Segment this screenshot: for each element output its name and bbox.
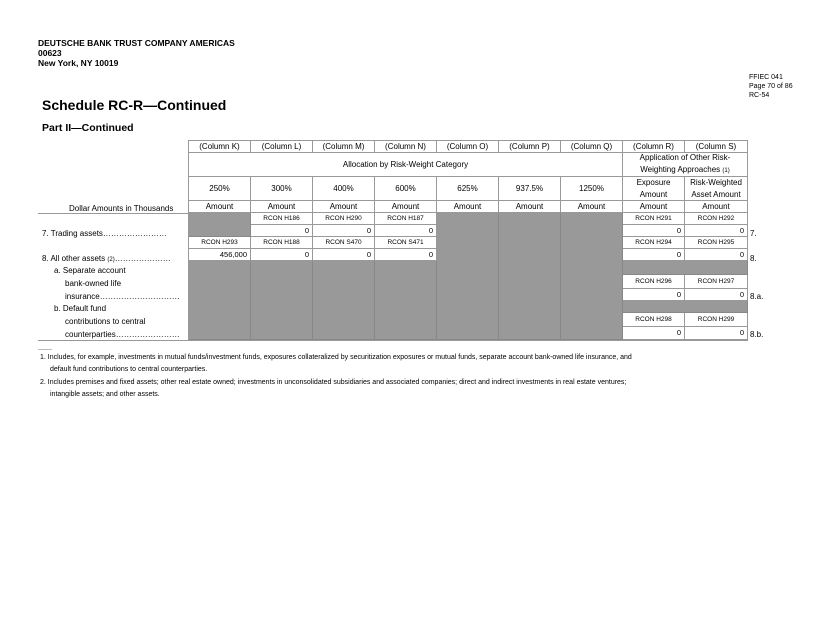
application-note: (1) bbox=[722, 168, 730, 174]
footnote-1-line-2: default fund contributions to central counterparties. bbox=[50, 366, 208, 373]
code-8a-s: RCON H297 bbox=[685, 275, 748, 289]
weight-l: 300% bbox=[251, 177, 313, 201]
footnote-rule bbox=[38, 349, 52, 350]
group-header-allocation: Allocation by Risk-Weight Category bbox=[189, 153, 623, 177]
col-header-q: (Column Q) bbox=[561, 141, 623, 153]
form-info bbox=[749, 73, 793, 100]
footnote-2-line-1: 2. Includes premises and fixed assets; other real estate owned; investments in unconsolidated subsidiaries and associated companies; direct and indirect investments in real estate ventures; bbox=[40, 379, 627, 386]
col-header-p: (Column P) bbox=[499, 141, 561, 153]
application-label: Application of Other Risk-Weighting Approaches bbox=[639, 153, 731, 174]
code-8-l: RCON H188 bbox=[251, 237, 313, 249]
row-8b-label-3-text: counterparties bbox=[65, 330, 116, 339]
row-8a-label-3: insurance………………………… bbox=[65, 292, 180, 301]
bank-city: New York, NY 10019 bbox=[38, 58, 119, 68]
weight-n: 600% bbox=[375, 177, 437, 201]
page-title: Schedule RC-R—Continued bbox=[42, 97, 227, 113]
amount-p: Amount bbox=[499, 201, 561, 213]
label-divider bbox=[38, 213, 188, 214]
row-7-ref: 7. bbox=[750, 229, 757, 238]
value-8b-s[interactable]: 0 bbox=[685, 327, 748, 340]
value-7-m[interactable]: 0 bbox=[313, 225, 375, 237]
shaded-cell bbox=[313, 261, 375, 340]
bank-header bbox=[38, 38, 235, 68]
amount-n: Amount bbox=[375, 201, 437, 213]
shaded-column-o bbox=[437, 213, 499, 340]
amount-o: Amount bbox=[437, 201, 499, 213]
value-7-s[interactable]: 0 bbox=[685, 225, 748, 237]
row-7-label-text: 7. Trading assets bbox=[42, 229, 103, 238]
shaded-cell bbox=[189, 213, 251, 237]
value-7-r[interactable]: 0 bbox=[623, 225, 685, 237]
code-8-r: RCON H294 bbox=[623, 237, 685, 249]
code-7-l: RCON H186 bbox=[251, 213, 313, 225]
row-8-label-text: 8. All other assets bbox=[42, 254, 106, 263]
value-8-k[interactable]: 456,000 bbox=[189, 249, 251, 261]
form-number: FFIEC 041 bbox=[749, 74, 783, 81]
row-8b-label-1: b. Default fund bbox=[54, 304, 107, 313]
row-8a-label-3-text: insurance bbox=[65, 292, 100, 301]
col-header-r: (Column R) bbox=[623, 141, 685, 153]
value-8-m[interactable]: 0 bbox=[313, 249, 375, 261]
weight-p: 937.5% bbox=[499, 177, 561, 201]
schedule-code: RC-54 bbox=[749, 92, 770, 99]
value-8-s[interactable]: 0 bbox=[685, 249, 748, 261]
code-7-n: RCON H187 bbox=[375, 213, 437, 225]
amount-s: Amount bbox=[685, 201, 748, 213]
row-7-label: 7. Trading assets…………………… bbox=[42, 229, 167, 238]
weight-q: 1250% bbox=[561, 177, 623, 201]
amount-q: Amount bbox=[561, 201, 623, 213]
code-7-r: RCON H291 bbox=[623, 213, 685, 225]
table-bottom-border bbox=[38, 340, 748, 341]
value-8-l[interactable]: 0 bbox=[251, 249, 313, 261]
code-8b-r: RCON H298 bbox=[623, 313, 685, 327]
value-7-l[interactable]: 0 bbox=[251, 225, 313, 237]
amount-l: Amount bbox=[251, 201, 313, 213]
code-7-s: RCON H292 bbox=[685, 213, 748, 225]
amount-k: Amount bbox=[189, 201, 251, 213]
code-8b-s: RCON H299 bbox=[685, 313, 748, 327]
weight-m: 400% bbox=[313, 177, 375, 201]
code-8-m: RCON S470 bbox=[313, 237, 375, 249]
value-8-n[interactable]: 0 bbox=[375, 249, 437, 261]
row-8a-label-2: bank-owned life bbox=[65, 279, 122, 288]
shaded-cell bbox=[375, 261, 437, 340]
application-text bbox=[623, 152, 747, 177]
weight-o: 625% bbox=[437, 177, 499, 201]
value-8-r[interactable]: 0 bbox=[623, 249, 685, 261]
bank-rssd: 00623 bbox=[38, 48, 62, 58]
footnote-1-line-1: 1. Includes, for example, investments in mutual funds/investment funds, exposures collateralized by securitization exposures or mutual funds, separate account bank-owned life insurance, and bbox=[40, 354, 632, 361]
dollar-amounts-label: Dollar Amounts in Thousands bbox=[69, 204, 174, 213]
row-8b-label-2: contributions to central bbox=[65, 317, 146, 326]
value-8a-r[interactable]: 0 bbox=[623, 289, 685, 301]
code-8-s: RCON H295 bbox=[685, 237, 748, 249]
shaded-cell bbox=[189, 261, 251, 340]
row-8-label: 8. All other assets (2)………………… bbox=[42, 254, 171, 263]
row-8-ref: 8. bbox=[750, 254, 757, 263]
row-8-note: (2) bbox=[107, 257, 115, 263]
value-8b-r[interactable]: 0 bbox=[623, 327, 685, 340]
exposure-amount-header: Exposure Amount bbox=[623, 177, 685, 201]
amount-m: Amount bbox=[313, 201, 375, 213]
shaded-column-p bbox=[499, 213, 561, 340]
row-8b-ref: 8.b. bbox=[750, 330, 764, 339]
col-header-s: (Column S) bbox=[685, 141, 748, 153]
row-8a-label-1: a. Separate account bbox=[54, 266, 126, 275]
bank-name: DEUTSCHE BANK TRUST COMPANY AMERICAS bbox=[38, 38, 235, 48]
row-8b-label-3: counterparties…………………… bbox=[65, 330, 180, 339]
group-header-application bbox=[623, 153, 748, 177]
shaded-column-q bbox=[561, 213, 623, 340]
code-8-k: RCON H293 bbox=[189, 237, 251, 249]
shaded-cell bbox=[251, 261, 313, 340]
page-number: Page 70 of 86 bbox=[749, 83, 793, 90]
col-header-n: (Column N) bbox=[375, 141, 437, 153]
shaded-cell bbox=[623, 301, 748, 313]
page-subtitle: Part II—Continued bbox=[42, 122, 134, 134]
amount-r: Amount bbox=[623, 201, 685, 213]
col-header-o: (Column O) bbox=[437, 141, 499, 153]
rwa-amount-header: Risk-Weighted Asset Amount bbox=[685, 177, 748, 201]
value-7-n[interactable]: 0 bbox=[375, 225, 437, 237]
code-7-m: RCON H290 bbox=[313, 213, 375, 225]
shaded-cell bbox=[623, 261, 748, 275]
weight-k: 250% bbox=[189, 177, 251, 201]
col-header-k: (Column K) bbox=[189, 141, 251, 153]
code-8a-r: RCON H296 bbox=[623, 275, 685, 289]
code-8-n: RCON S471 bbox=[375, 237, 437, 249]
col-header-m: (Column M) bbox=[313, 141, 375, 153]
row-8a-ref: 8.a. bbox=[750, 292, 764, 301]
footnote-2-line-2: intangible assets; and other assets. bbox=[50, 391, 160, 398]
col-header-l: (Column L) bbox=[251, 141, 313, 153]
value-8a-s[interactable]: 0 bbox=[685, 289, 748, 301]
